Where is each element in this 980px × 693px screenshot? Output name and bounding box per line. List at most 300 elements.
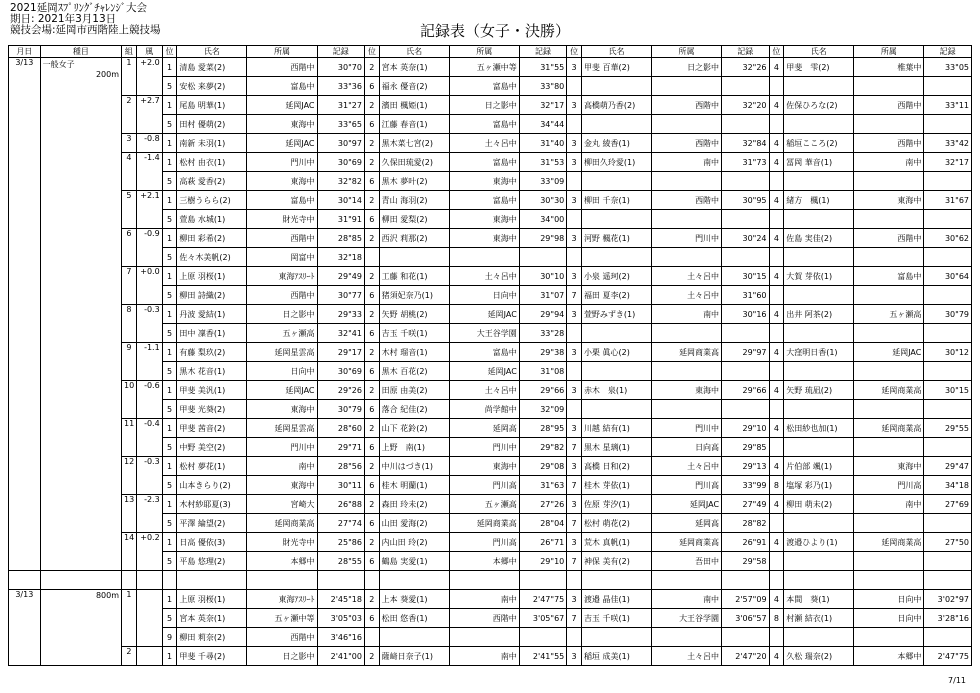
record-time: 30"30 bbox=[519, 191, 566, 210]
athlete-name: 松田 悠香(1) bbox=[379, 609, 449, 628]
position-cell: 4 bbox=[769, 590, 784, 609]
record-time: 29"58 bbox=[722, 552, 769, 571]
athlete-name: 尾島 明華(1) bbox=[177, 96, 247, 115]
meet-name: 2021延岡ｽﾌﾟﾘﾝｸﾞﾁｬﾚﾝｼﾞ大会 bbox=[10, 2, 147, 14]
athlete-name bbox=[581, 248, 651, 267]
position-cell: 7 bbox=[567, 286, 582, 305]
col-team: 所属 bbox=[854, 46, 924, 58]
table-row bbox=[9, 191, 972, 210]
athlete-name: 渡邉 晶佳(1) bbox=[581, 590, 651, 609]
record-time: 30"69 bbox=[317, 153, 364, 172]
position-cell: 2 bbox=[364, 191, 379, 210]
athlete-name: 佐々木美帆(2) bbox=[177, 248, 247, 267]
table-row bbox=[9, 381, 972, 400]
meet-venue: 競技会場:延岡市西階陸上競技場 bbox=[10, 24, 161, 36]
record-time: 29"08 bbox=[519, 457, 566, 476]
table-row bbox=[9, 343, 972, 362]
athlete-name: 桂木 明蘭(1) bbox=[379, 476, 449, 495]
record-time: 30"10 bbox=[519, 267, 566, 286]
position-cell: 5 bbox=[162, 400, 177, 419]
wind-value: -0.3 bbox=[136, 457, 162, 495]
record-time: 33"11 bbox=[924, 96, 972, 115]
athlete-team: 東海ｱｽﾘｰﾄ bbox=[247, 590, 317, 609]
position-cell: 3 bbox=[567, 134, 582, 153]
position-cell: 1 bbox=[162, 590, 177, 609]
athlete-team: 富島中 bbox=[449, 77, 519, 96]
record-time: 30"64 bbox=[924, 267, 972, 286]
record-time: 33"80 bbox=[519, 77, 566, 96]
athlete-team: 富島中 bbox=[247, 77, 317, 96]
athlete-team: 延岡高 bbox=[652, 514, 722, 533]
record-time: 25"86 bbox=[317, 533, 364, 552]
athlete-name: 荒木 真帆(1) bbox=[581, 533, 651, 552]
record-time: 32"26 bbox=[722, 58, 769, 77]
athlete-team: 延岡JAC bbox=[247, 134, 317, 153]
record-time: 33"65 bbox=[317, 115, 364, 134]
athlete-team: 日之影中 bbox=[247, 647, 317, 666]
record-time bbox=[924, 115, 972, 134]
athlete-name: 西沢 莉那(2) bbox=[379, 229, 449, 248]
athlete-name: 松村 由衣(1) bbox=[177, 153, 247, 172]
athlete-name bbox=[784, 552, 854, 571]
athlete-name: 冨岡 華音(1) bbox=[784, 153, 854, 172]
record-time: 2'57"09 bbox=[722, 590, 769, 609]
record-time: 31"60 bbox=[722, 286, 769, 305]
position-cell bbox=[567, 628, 582, 647]
record-time: 32"41 bbox=[317, 324, 364, 343]
athlete-name: 甲斐 百華(2) bbox=[581, 58, 651, 77]
athlete-team: 日之影中 bbox=[449, 96, 519, 115]
athlete-team: 富島中 bbox=[854, 267, 924, 286]
record-time bbox=[924, 248, 972, 267]
athlete-name: 甲斐 千尋(2) bbox=[177, 647, 247, 666]
athlete-team: 宮崎大 bbox=[247, 495, 317, 514]
heat-number: 13 bbox=[122, 495, 137, 533]
record-time: 29"49 bbox=[317, 267, 364, 286]
record-time: 30"14 bbox=[317, 191, 364, 210]
wind-value: -2.3 bbox=[136, 495, 162, 533]
record-time bbox=[519, 248, 566, 267]
athlete-name: 南新 未羽(1) bbox=[177, 134, 247, 153]
position-cell: 3 bbox=[567, 153, 582, 172]
athlete-name: 平島 悠理(2) bbox=[177, 552, 247, 571]
athlete-team: 五ヶ瀬高 bbox=[854, 305, 924, 324]
athlete-name: 薩﨑日奈子(1) bbox=[379, 647, 449, 666]
record-time: 2'41"00 bbox=[317, 647, 364, 666]
heat-number: 6 bbox=[122, 229, 137, 267]
heat-number: 4 bbox=[122, 153, 137, 191]
record-time: 31"53 bbox=[519, 153, 566, 172]
athlete-team: 東海中 bbox=[449, 172, 519, 191]
position-cell: 4 bbox=[769, 495, 784, 514]
athlete-name: 稲垣こころ(2) bbox=[784, 134, 854, 153]
record-time: 32"09 bbox=[519, 400, 566, 419]
position-cell: 3 bbox=[567, 267, 582, 286]
athlete-name: 黒木 花音(1) bbox=[177, 362, 247, 381]
record-time: 29"98 bbox=[519, 229, 566, 248]
athlete-name bbox=[379, 248, 449, 267]
athlete-team: 西階中 bbox=[247, 229, 317, 248]
athlete-name: 黒木 夢叶(2) bbox=[379, 172, 449, 191]
position-cell: 4 bbox=[769, 191, 784, 210]
athlete-team: 大王谷学園 bbox=[652, 609, 722, 628]
athlete-name: 日高 優依(3) bbox=[177, 533, 247, 552]
athlete-name: 田原 由美(2) bbox=[379, 381, 449, 400]
heat-number: 2 bbox=[122, 647, 137, 666]
position-cell: 1 bbox=[162, 267, 177, 286]
athlete-name: 高橋 日和(2) bbox=[581, 457, 651, 476]
athlete-name bbox=[581, 115, 651, 134]
athlete-team: 土々呂中 bbox=[652, 286, 722, 305]
athlete-team bbox=[854, 400, 924, 419]
position-cell: 7 bbox=[567, 476, 582, 495]
position-cell: 5 bbox=[162, 210, 177, 229]
col-name: 氏名 bbox=[177, 46, 247, 58]
athlete-name: 小泉 遥珂(2) bbox=[581, 267, 651, 286]
athlete-name: 高橋萌乃香(2) bbox=[581, 96, 651, 115]
wind-value: -1.4 bbox=[136, 153, 162, 191]
athlete-team: 富島中 bbox=[449, 343, 519, 362]
heat-number: 5 bbox=[122, 191, 137, 229]
position-cell: 7 bbox=[567, 609, 582, 628]
wind-value bbox=[136, 647, 162, 666]
position-cell: 1 bbox=[162, 305, 177, 324]
athlete-team bbox=[652, 77, 722, 96]
athlete-team: 椎葉中 bbox=[854, 58, 924, 77]
col-record: 記録 bbox=[924, 46, 972, 58]
athlete-team: 門川高 bbox=[449, 533, 519, 552]
athlete-team bbox=[854, 628, 924, 647]
athlete-name: 佐保ひろな(2) bbox=[784, 96, 854, 115]
event-separator bbox=[9, 571, 972, 590]
athlete-name bbox=[784, 77, 854, 96]
athlete-team: 東海中 bbox=[247, 400, 317, 419]
position-cell bbox=[769, 115, 784, 134]
athlete-team: 日向中 bbox=[854, 590, 924, 609]
record-time: 2'47"75 bbox=[519, 590, 566, 609]
position-cell: 2 bbox=[364, 590, 379, 609]
athlete-name bbox=[784, 115, 854, 134]
position-cell: 5 bbox=[162, 286, 177, 305]
col-team: 所属 bbox=[247, 46, 317, 58]
position-cell: 8 bbox=[769, 476, 784, 495]
athlete-name: 中川はづき(1) bbox=[379, 457, 449, 476]
position-cell: 4 bbox=[769, 533, 784, 552]
position-cell bbox=[769, 210, 784, 229]
wind-value: -0.4 bbox=[136, 419, 162, 457]
athlete-team: 延岡商業高 bbox=[449, 514, 519, 533]
header-row bbox=[9, 46, 972, 58]
athlete-name: 濱田 楓姫(1) bbox=[379, 96, 449, 115]
record-time: 29"97 bbox=[722, 343, 769, 362]
athlete-team: 本郷中 bbox=[247, 552, 317, 571]
athlete-team: 門川高 bbox=[854, 476, 924, 495]
athlete-name: 内山田 玲(2) bbox=[379, 533, 449, 552]
position-cell bbox=[567, 248, 582, 267]
athlete-team: 西階中 bbox=[247, 58, 317, 77]
athlete-team: 門川高 bbox=[652, 476, 722, 495]
athlete-name: 江藤 春音(1) bbox=[379, 115, 449, 134]
athlete-name: 柳田 詩織(2) bbox=[177, 286, 247, 305]
table-row bbox=[9, 457, 972, 476]
record-time: 29"94 bbox=[519, 305, 566, 324]
athlete-name: 大賀 芽依(1) bbox=[784, 267, 854, 286]
athlete-name: 本間 葵(1) bbox=[784, 590, 854, 609]
record-time bbox=[924, 210, 972, 229]
position-cell: 6 bbox=[364, 324, 379, 343]
position-cell: 1 bbox=[162, 134, 177, 153]
record-time bbox=[924, 77, 972, 96]
athlete-team bbox=[854, 552, 924, 571]
record-time bbox=[924, 324, 972, 343]
position-cell: 4 bbox=[769, 305, 784, 324]
athlete-name bbox=[784, 362, 854, 381]
athlete-team: 西階中 bbox=[854, 134, 924, 153]
record-time: 27"49 bbox=[722, 495, 769, 514]
table-row bbox=[9, 229, 972, 248]
record-time bbox=[722, 210, 769, 229]
position-cell: 8 bbox=[769, 609, 784, 628]
table-row bbox=[9, 153, 972, 172]
record-time bbox=[722, 324, 769, 343]
col-name: 氏名 bbox=[784, 46, 854, 58]
position-cell: 3 bbox=[567, 457, 582, 476]
athlete-team: 五ヶ瀬高 bbox=[247, 324, 317, 343]
athlete-name: 高萩 愛香(2) bbox=[177, 172, 247, 191]
athlete-name: 猪須妃奈乃(1) bbox=[379, 286, 449, 305]
event-date: 3/13 bbox=[9, 58, 41, 571]
athlete-name: 矢野 胡桃(2) bbox=[379, 305, 449, 324]
empty-cell bbox=[924, 571, 972, 590]
heat-number: 9 bbox=[122, 343, 137, 381]
table-row bbox=[9, 495, 972, 514]
record-time: 30"79 bbox=[924, 305, 972, 324]
athlete-team: 土々呂中 bbox=[652, 267, 722, 286]
record-time: 34"44 bbox=[519, 115, 566, 134]
athlete-team: 延岡商業高 bbox=[652, 343, 722, 362]
athlete-name: 青山 海羽(2) bbox=[379, 191, 449, 210]
position-cell: 4 bbox=[769, 267, 784, 286]
record-time: 28"95 bbox=[519, 419, 566, 438]
record-time: 34"00 bbox=[519, 210, 566, 229]
col-monthday: 月日 bbox=[9, 46, 41, 58]
position-cell: 5 bbox=[162, 609, 177, 628]
record-time bbox=[924, 362, 972, 381]
athlete-team: 西階中 bbox=[652, 191, 722, 210]
athlete-name: 田村 優萌(2) bbox=[177, 115, 247, 134]
record-time: 2'47"75 bbox=[924, 647, 972, 666]
position-cell bbox=[769, 552, 784, 571]
athlete-name bbox=[784, 400, 854, 419]
record-time: 28"04 bbox=[519, 514, 566, 533]
athlete-team: 延岡商業高 bbox=[652, 533, 722, 552]
record-time bbox=[924, 514, 972, 533]
results-table bbox=[8, 45, 972, 666]
col-record: 記録 bbox=[722, 46, 769, 58]
event-date: 3/13 bbox=[9, 590, 41, 666]
record-time: 3'28"16 bbox=[924, 609, 972, 628]
athlete-name: 柳田 莉奈(2) bbox=[177, 628, 247, 647]
position-cell: 2 bbox=[364, 229, 379, 248]
record-time bbox=[722, 362, 769, 381]
position-cell: 1 bbox=[162, 343, 177, 362]
athlete-team bbox=[854, 115, 924, 134]
athlete-team: 延岡商業高 bbox=[247, 514, 317, 533]
athlete-team: 東海ｱｽﾘｰﾄ bbox=[247, 267, 317, 286]
athlete-team bbox=[652, 248, 722, 267]
position-cell: 4 bbox=[769, 96, 784, 115]
empty-cell bbox=[247, 571, 317, 590]
heat-number: 11 bbox=[122, 419, 137, 457]
athlete-name: 吉玉 千咲(1) bbox=[379, 324, 449, 343]
table-row bbox=[9, 58, 972, 77]
record-time bbox=[722, 77, 769, 96]
athlete-team: 延岡商業高 bbox=[854, 533, 924, 552]
athlete-name: 吉玉 千咲(1) bbox=[581, 609, 651, 628]
position-cell bbox=[769, 248, 784, 267]
record-time: 3'06"57 bbox=[722, 609, 769, 628]
athlete-team bbox=[449, 628, 519, 647]
record-time bbox=[722, 115, 769, 134]
record-time: 30"79 bbox=[317, 400, 364, 419]
col-record: 記録 bbox=[317, 46, 364, 58]
athlete-team: 本郷中 bbox=[449, 552, 519, 571]
athlete-team: 東海中 bbox=[652, 381, 722, 400]
position-cell: 5 bbox=[162, 77, 177, 96]
athlete-team: 五ヶ瀬中等 bbox=[449, 58, 519, 77]
record-time: 3'05"67 bbox=[519, 609, 566, 628]
position-cell: 2 bbox=[364, 419, 379, 438]
table-row bbox=[9, 134, 972, 153]
athlete-team bbox=[854, 362, 924, 381]
position-cell: 5 bbox=[162, 476, 177, 495]
record-time bbox=[722, 400, 769, 419]
record-time: 31"91 bbox=[317, 210, 364, 229]
athlete-team: 西階中 bbox=[854, 229, 924, 248]
position-cell: 3 bbox=[567, 590, 582, 609]
event-distance: 200m bbox=[95, 70, 120, 79]
empty-cell bbox=[854, 571, 924, 590]
athlete-name bbox=[784, 248, 854, 267]
record-time: 29"66 bbox=[519, 381, 566, 400]
empty-cell bbox=[40, 571, 121, 590]
position-cell: 5 bbox=[162, 172, 177, 191]
position-cell: 2 bbox=[364, 343, 379, 362]
position-cell: 1 bbox=[162, 58, 177, 77]
athlete-team: 尚学館中 bbox=[449, 400, 519, 419]
page-number: 7/11 bbox=[948, 676, 966, 685]
col-pos: 位 bbox=[162, 46, 177, 58]
record-time: 2'47"20 bbox=[722, 647, 769, 666]
athlete-team: 南中 bbox=[449, 590, 519, 609]
athlete-team: 南中 bbox=[449, 647, 519, 666]
event-cell bbox=[40, 590, 121, 666]
athlete-name: 佐原 芽汐(1) bbox=[581, 495, 651, 514]
empty-cell bbox=[162, 571, 177, 590]
position-cell: 6 bbox=[364, 438, 379, 457]
position-cell bbox=[567, 172, 582, 191]
athlete-team: 土々呂中 bbox=[652, 647, 722, 666]
position-cell: 4 bbox=[769, 153, 784, 172]
position-cell: 1 bbox=[162, 96, 177, 115]
position-cell: 1 bbox=[162, 229, 177, 248]
athlete-name: 萱島 水城(1) bbox=[177, 210, 247, 229]
position-cell: 2 bbox=[364, 533, 379, 552]
wind-value: +2.1 bbox=[136, 191, 162, 229]
position-cell bbox=[567, 115, 582, 134]
athlete-name: 村瀬 結衣(1) bbox=[784, 609, 854, 628]
record-time: 27"74 bbox=[317, 514, 364, 533]
position-cell bbox=[567, 324, 582, 343]
athlete-team: 南中 bbox=[854, 153, 924, 172]
col-pos: 位 bbox=[567, 46, 582, 58]
athlete-team: 東海中 bbox=[247, 476, 317, 495]
empty-cell bbox=[177, 571, 247, 590]
record-time bbox=[722, 172, 769, 191]
position-cell: 1 bbox=[162, 495, 177, 514]
col-name: 氏名 bbox=[379, 46, 449, 58]
athlete-name bbox=[784, 286, 854, 305]
athlete-name: 宮本 英奈(1) bbox=[177, 609, 247, 628]
position-cell: 1 bbox=[162, 381, 177, 400]
record-time: 27"50 bbox=[924, 533, 972, 552]
athlete-team: 西階中 bbox=[854, 96, 924, 115]
record-time: 33"36 bbox=[317, 77, 364, 96]
record-time: 30"62 bbox=[924, 229, 972, 248]
athlete-name: 渡邉ひより(1) bbox=[784, 533, 854, 552]
athlete-team: 東海中 bbox=[854, 191, 924, 210]
empty-cell bbox=[722, 571, 769, 590]
athlete-team bbox=[854, 210, 924, 229]
col-pos: 位 bbox=[364, 46, 379, 58]
record-time: 29"10 bbox=[519, 552, 566, 571]
athlete-name: 黒木 星璃(1) bbox=[581, 438, 651, 457]
position-cell: 2 bbox=[364, 647, 379, 666]
heat-number: 14 bbox=[122, 533, 137, 571]
heat-number: 1 bbox=[122, 58, 137, 96]
position-cell: 4 bbox=[769, 419, 784, 438]
athlete-name: 上原 羽桜(1) bbox=[177, 590, 247, 609]
event-distance: 800m bbox=[95, 591, 120, 600]
athlete-team: 南中 bbox=[652, 590, 722, 609]
table-row bbox=[9, 267, 972, 286]
athlete-name: 三樹うらら(2) bbox=[177, 191, 247, 210]
position-cell: 9 bbox=[162, 628, 177, 647]
athlete-team: 財光寺中 bbox=[247, 533, 317, 552]
position-cell: 1 bbox=[162, 419, 177, 438]
record-time: 32"18 bbox=[317, 248, 364, 267]
record-time: 33"09 bbox=[519, 172, 566, 191]
position-cell: 7 bbox=[567, 552, 582, 571]
record-time: 30"15 bbox=[722, 267, 769, 286]
athlete-team bbox=[652, 324, 722, 343]
position-cell: 4 bbox=[769, 343, 784, 362]
record-time: 27"69 bbox=[924, 495, 972, 514]
record-time: 32"17 bbox=[924, 153, 972, 172]
col-team: 所属 bbox=[652, 46, 722, 58]
record-time: 31"63 bbox=[519, 476, 566, 495]
record-time bbox=[924, 172, 972, 191]
athlete-name bbox=[581, 362, 651, 381]
position-cell bbox=[769, 324, 784, 343]
athlete-name: 上原 羽桜(1) bbox=[177, 267, 247, 286]
athlete-name: 森田 玲未(2) bbox=[379, 495, 449, 514]
record-time: 27"26 bbox=[519, 495, 566, 514]
position-cell: 5 bbox=[162, 115, 177, 134]
record-time: 30"15 bbox=[924, 381, 972, 400]
athlete-team: 日向高 bbox=[652, 438, 722, 457]
wind-value: -1.1 bbox=[136, 343, 162, 381]
